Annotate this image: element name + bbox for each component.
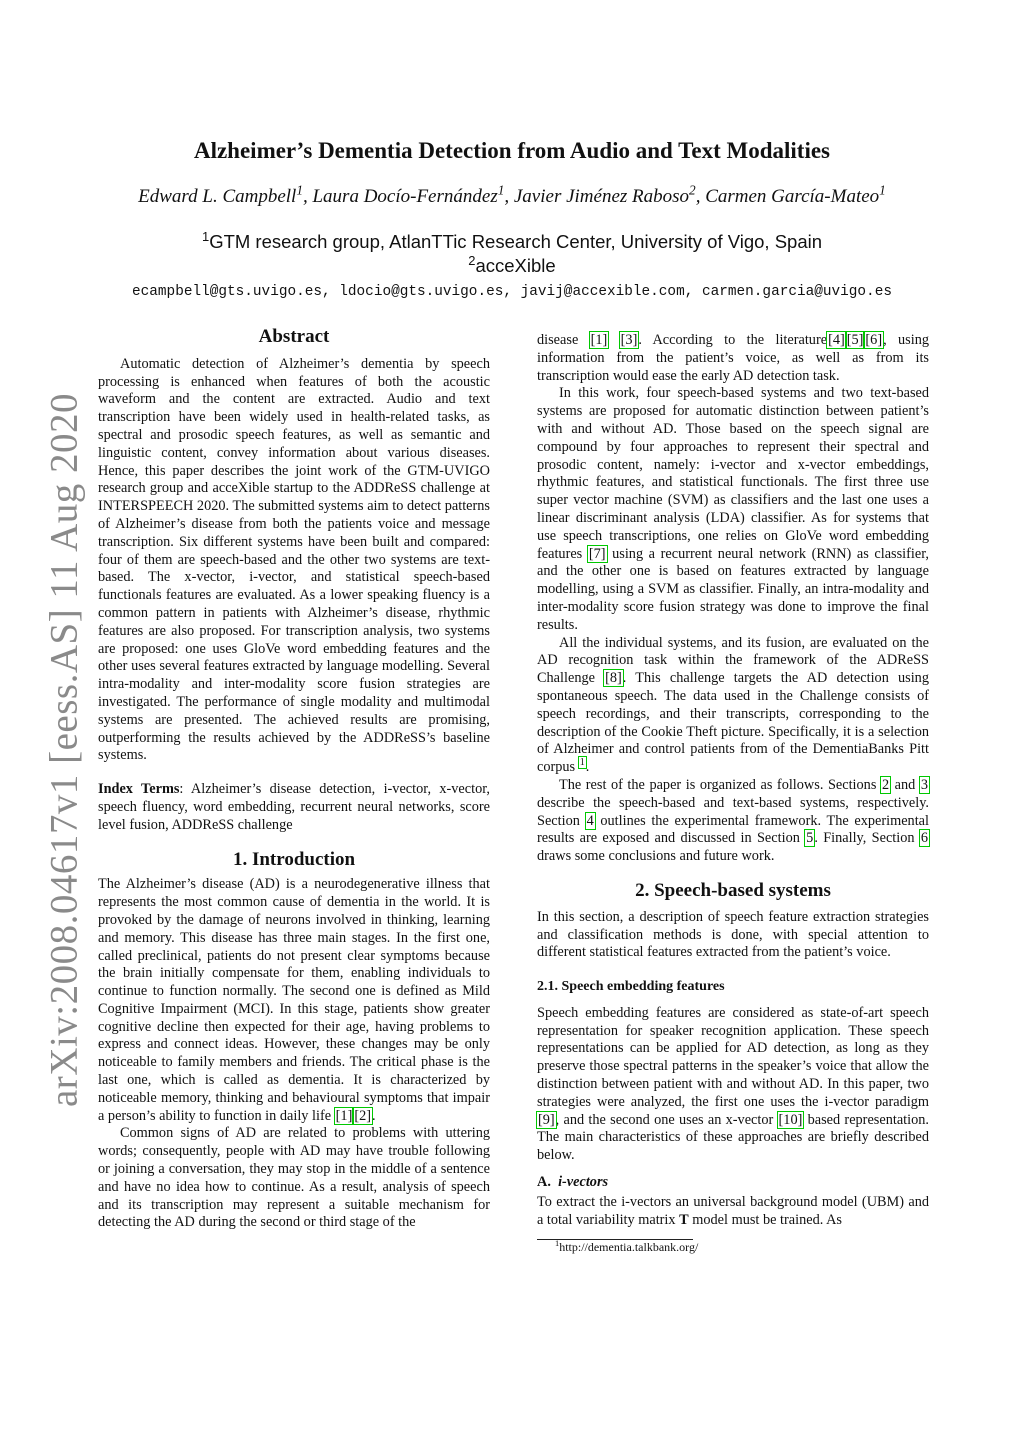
intro-paragraph: The rest of the paper is organized as follows. Sections 2 and 3 describe the speech-based and text-based systems, respectively. Section 4 outlines the experimental framework. The experimental results are exposed and discussed in Section 5. Finally, Section 6 draws some conclusions and future work. xyxy=(537,776,929,865)
speech-systems-heading: 2. Speech-based systems xyxy=(635,879,831,901)
speech-embedding-heading: 2.1. Speech embedding features xyxy=(537,979,725,995)
ivectors-paragraph: To extract the i-vectors an universal background model (UBM) and a total variability matrix T model must be trained. As xyxy=(537,1193,929,1228)
affiliation-text: acceXible xyxy=(475,255,556,276)
citation-link[interactable]: [7] xyxy=(588,545,606,562)
author-affiliation-mark: 1 xyxy=(296,182,303,198)
speech-intro-paragraph: In this section, a description of speech feature extraction strategies and classification methods is done, with special attention to different statistical features extracted from the patient’s voice. xyxy=(537,908,929,961)
ivectors-title: i-vectors xyxy=(558,1174,609,1191)
author-affiliation-mark: 1 xyxy=(497,182,505,198)
matrix-symbol: T xyxy=(679,1211,689,1228)
author-name: Javier Jiménez Raboso xyxy=(513,186,690,207)
citation-link[interactable]: [1] xyxy=(335,1107,353,1124)
affiliation-2 xyxy=(0,252,1024,277)
citation-link[interactable]: [8] xyxy=(605,670,622,687)
right-column xyxy=(537,332,929,1255)
author-name: Laura Docío-Fernández xyxy=(312,186,498,207)
abstract-heading: Abstract xyxy=(258,326,330,347)
affiliation-1 xyxy=(0,228,1024,253)
citation-link[interactable]: [2] xyxy=(354,1107,371,1124)
intro-paragraph: Common signs of AD are related to problems with uttering words; consequently, people with AD may have trouble following or joining a conversation, they may stop in the middle of a sentence and have no idea how to continue. As a result, analysis of speech and its transcription may represent a suitable mechanism for detecting the AD during the second or third stage of the xyxy=(98,1125,490,1231)
affiliation-mark: 1 xyxy=(201,228,210,244)
author-affiliation-mark: 1 xyxy=(879,182,886,198)
citation-link[interactable]: [5] xyxy=(846,332,864,348)
section-link[interactable]: 3 xyxy=(920,776,929,793)
author-list: Edward L. Campbell$^1$, Laura Docío-Fernández$^1$, Javier Jiménez Raboso$^2$, Carmen García-Mateo$^1$ xyxy=(138,182,886,207)
citation-link[interactable]: [9] xyxy=(538,1111,555,1128)
affiliation-text: GTM research group, AtlanTTic Research Center, University of Vigo, Spain xyxy=(209,231,823,252)
affiliation-mark: 2 xyxy=(468,252,476,268)
citation-link[interactable]: [3] xyxy=(620,332,638,348)
author-emails: ecampbell@gts.uvigo.es, ldocio@gts.uvigo.es, javij@accexible.com, carmen.garcia@uvigo.es xyxy=(132,284,892,300)
arxiv-identifier: arXiv:2008.04617v1 [eess.AS] 11 Aug 2020 xyxy=(42,392,86,1108)
intro-paragraph: In this work, four speech-based systems and two text-based systems are proposed for automatic distinction between patient’s with and without AD. Those based on the speech signal are compound by four approaches to represent their spectral and prosodic content, namely: i-vector and x-vector embeddings, rhythmic features, and statistical functionals. The first three use super vector machine (SVM) as classifiers and the last one uses a linear discriminant analysis (LDA) classifier. As for systems that use speech transcriptions, one relies on GloVe word embedding features [7] using a recurrent neural network (RNN) as classifier, and the other one is based on features extracted by language modelling, using a SVM as classifier. Finally, an intra-modality and inter-modality score fusion strategy was done to improve the final results. xyxy=(537,385,929,633)
author-name: Carmen García-Mateo xyxy=(705,186,880,207)
author-affiliation-mark: 2 xyxy=(689,182,696,198)
index-terms-label: Index Terms xyxy=(98,781,180,798)
left-column xyxy=(98,328,490,1232)
intro-paragraph: The Alzheimer’s disease (AD) is a neurodegenerative illness that represents the most common cause of dementia in the world. It is provoked by the damage of neurons involved in thinking, learning and memory. This disease has three main stages. In the first one, called preclinical, patients do not present clear symptoms because the brain initially compensate for them, enabling individuals to continue to function normally. The second one is defined as Mild Cognitive Impairment (MCI). In this stage, patients show greater cognitive decline then expected for their age, having problems to express and connect ideas. However, these changes may be only noticeable to family members and friends. The critical phase is the last one, which is called as dementia. It is characterized by noticeable memory, thinking and behavioural symptoms that impair a person’s ability to function in daily life [1] [2]. xyxy=(98,876,490,1124)
intro-paragraph: disease [1] [3]. According to the literature[4] [5] [6], using information from the patient’s voice, as well as from its transcription would ease the early AD detection task. xyxy=(537,332,930,384)
index-terms-text: : Alzheimer’s disease detection, i-vector, x-vector, speech fluency, word embedding, recurrent neural networks, score level fusion, ADDReSS challenge xyxy=(98,781,490,833)
ivectors-heading xyxy=(537,1174,929,1192)
citation-link[interactable]: [4] xyxy=(828,332,845,348)
index-terms xyxy=(98,781,490,834)
citation-link[interactable]: [6] xyxy=(865,332,883,348)
introduction-heading: 1. Introduction xyxy=(232,848,356,870)
abstract-text: Automatic detection of Alzheimer’s dementia by speech processing is enhanced when features of both the acoustic waveform and the content are extracted. Audio and text transcription have been widely used in health-related tasks, as spectral and prosodic speech features, as well as semantic and linguistic content, convey information about various diseases. Hence, this paper describes the joint work of the GTM-UVIGO research group and acceXible startup to the ADDReSS challenge at INTERSPEECH 2020. The submitted systems aim to detect patterns of Alzheimer’s disease from both the patients voice and message transcription. Six different systems have been built and compared: four of them are speech-based and the other two systems are text-based. The x-vector, i-vector, and statistical speech-based functionals features are evaluated. As a lower speaking fluency is a common pattern in patients with Alzheimer’s disease, rhythmic features are also proposed. For transcription analysis, two systems are proposed: one uses GloVe word embedding features and the other uses several features extracted by language modelling. Several intra-modality and inter-modality score fusion strategies are investigated. The performance of single modality and multimodal systems are presented. The achieved results are promising, outperforming the results achieved by the ADDReSS’s baseline systems. xyxy=(98,355,490,764)
footnote xyxy=(537,1240,929,1255)
ivectors-label: A. xyxy=(537,1174,551,1191)
footnote-link[interactable]: 1 xyxy=(579,757,585,769)
section-link[interactable]: 4 xyxy=(586,812,594,829)
section-link[interactable]: 5 xyxy=(806,830,814,847)
speech-embedding-paragraph: Speech embedding features are considered as state-of-art speech representation for speaker recognition application. These speech representations can be applied for AD detection, as long as they preserve those spectral patterns in the speaker’s voice that allow the distinction between patient with and without AD. In this paper, two strategies were analyzed, the first one uses the i-vector paradigm [9], and the second one uses an x-vector [10] based representation. The main characteristics of these approaches are briefly described below. xyxy=(537,1004,929,1164)
section-link[interactable]: 6 xyxy=(920,830,928,847)
intro-paragraph: All the individual systems, and its fusion, are evaluated on the AD recognition task within the framework of the ADReSS Challenge [8]. This challenge targets the AD detection using spontaneous speech. The data used in the Challenge consists of speech recordings, and their transcripts, corresponding to the description of the Cookie Theft picture. Specifically, it is a selection of Alzheimer and control patients from of the DementiaBanks Pitt corpus $^1$. xyxy=(537,634,929,776)
author-name: Edward L. Campbell xyxy=(138,186,297,207)
citation-link[interactable]: [10] xyxy=(778,1111,803,1128)
paper-title: Alzheimer’s Dementia Detection from Audio and Text Modalities xyxy=(193,138,831,163)
footnote-url[interactable]: http://dementia.talkbank.org/ xyxy=(559,1240,699,1255)
footnote-mark: 1 xyxy=(555,1239,560,1249)
citation-link[interactable]: [1] xyxy=(590,332,608,348)
section-link[interactable]: 2 xyxy=(881,776,890,793)
